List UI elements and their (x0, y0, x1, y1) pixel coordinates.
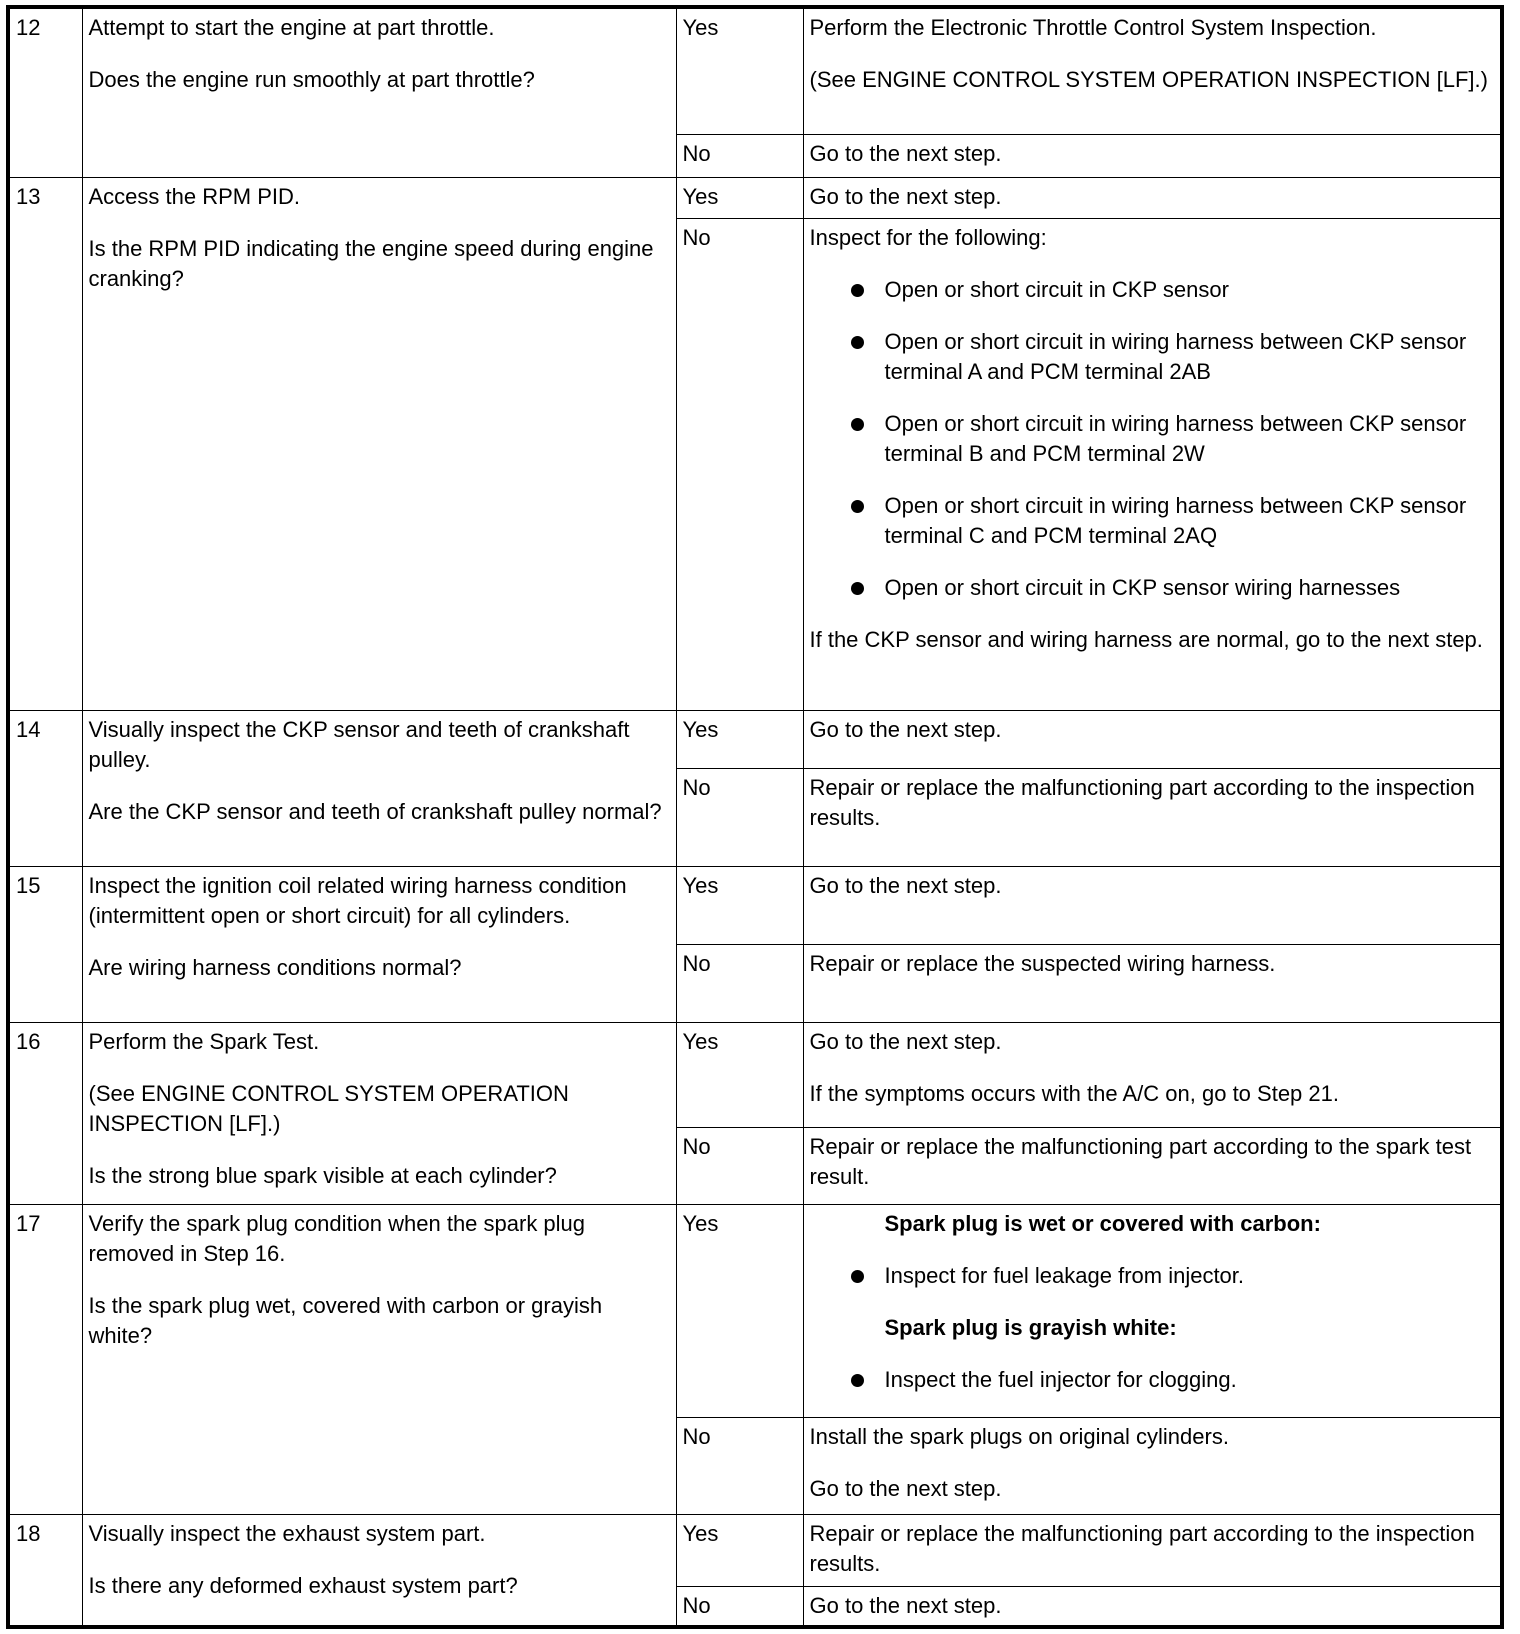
bullet-text: Open or short circuit in CKP sensor (884, 276, 1229, 302)
bullet-item (810, 327, 1495, 387)
action-text: Are wiring harness conditions normal? (88, 954, 462, 980)
step-action (82, 7, 676, 177)
action-if-yes (803, 1022, 1502, 1127)
bullet-item (810, 491, 1495, 551)
step-number: 12 (8, 7, 82, 177)
action-if-no (803, 944, 1502, 1022)
bullet-text: Open or short circuit in wiring harness between CKP sensor terminal A and PCM terminal 2AB (884, 328, 1467, 384)
result-label-yes: Yes (676, 710, 803, 768)
result-text: Go to the next step. (809, 872, 1002, 898)
result-label-no: No (676, 944, 803, 1022)
bullet-text: Open or short circuit in wiring harness between CKP sensor terminal B and PCM terminal 2W (884, 410, 1467, 466)
diagnostic-procedure-table (6, 5, 1504, 1629)
result-label-yes: Yes (676, 7, 803, 134)
result-text: (See ENGINE CONTROL SYSTEM OPERATION INSPECTION [LF].) (809, 67, 1488, 92)
result-text: Go to the next step. (809, 1592, 1002, 1618)
action-if-yes (803, 866, 1502, 944)
action-text: Is the spark plug wet, covered with carbon or grayish white? (88, 1292, 603, 1348)
action-text: (See ENGINE CONTROL SYSTEM OPERATION INSPECTION [LF].) (88, 1080, 569, 1136)
bullet-text: Open or short circuit in CKP sensor wiring harnesses (884, 574, 1401, 600)
bullet-text: Open or short circuit in wiring harness between CKP sensor terminal C and PCM terminal 2AQ (884, 492, 1467, 548)
bullet-list (810, 275, 1495, 603)
result-text: Perform the Electronic Throttle Control System Inspection. (809, 15, 1377, 40)
action-text: Are the CKP sensor and teeth of crankshaft pulley normal? (88, 798, 662, 824)
result-text: Repair or replace the malfunctioning part according to the spark test result. (809, 1133, 1472, 1189)
action-if-no (803, 1586, 1502, 1627)
result-label-no: No (676, 218, 803, 710)
step-action (82, 1204, 676, 1514)
action-if-no (803, 768, 1502, 866)
result-label-no: No (676, 768, 803, 866)
action-text: Verify the spark plug condition when the spark plug removed in Step 16. (88, 1210, 586, 1266)
result-label-yes: Yes (676, 177, 803, 218)
table-row-step-17-yes (8, 1204, 1502, 1417)
result-text: Go to the next step. (809, 716, 1002, 742)
step-number: 13 (8, 177, 82, 710)
result-text: If the symptoms occurs with the A/C on, go to Step 21. (809, 1080, 1339, 1106)
action-text: Does the engine run smoothly at part throttle? (88, 67, 535, 92)
table-row-step-16-yes (8, 1022, 1502, 1127)
bullet-list (810, 1261, 1495, 1291)
result-text: Repair or replace the suspected wiring harness. (809, 950, 1276, 976)
action-if-yes (803, 7, 1502, 134)
action-if-yes (803, 1204, 1502, 1417)
result-heading: Spark plug is wet or covered with carbon: (884, 1210, 1321, 1236)
bullet-text: Inspect for fuel leakage from injector. (884, 1262, 1245, 1288)
bullet-item (810, 1365, 1495, 1395)
result-text: Repair or replace the malfunctioning part according to the inspection results. (809, 1520, 1475, 1576)
result-label-yes: Yes (676, 866, 803, 944)
action-if-no (803, 218, 1502, 710)
bullet-icon (851, 284, 864, 297)
step-action (82, 1514, 676, 1627)
result-label-no: No (676, 134, 803, 177)
step-number: 18 (8, 1514, 82, 1627)
action-text: Perform the Spark Test. (88, 1028, 320, 1054)
table-row-step-13-yes (8, 177, 1502, 218)
bullet-icon (851, 582, 864, 595)
result-text: Go to the next step. (809, 1028, 1002, 1054)
step-action (82, 710, 676, 866)
bullet-item (810, 1261, 1495, 1291)
action-if-no (803, 1127, 1502, 1204)
action-text: Access the RPM PID. (88, 183, 301, 209)
table-row-step-12-yes (8, 7, 1502, 134)
result-text: Repair or replace the malfunctioning part according to the inspection results. (809, 774, 1475, 830)
table-row-step-14-yes (8, 710, 1502, 768)
action-text: Is the RPM PID indicating the engine speed during engine cranking? (88, 235, 654, 291)
step-number: 14 (8, 710, 82, 866)
result-heading: Spark plug is grayish white: (884, 1314, 1177, 1340)
bullet-icon (851, 418, 864, 431)
action-text: Is the strong blue spark visible at each cylinder? (88, 1162, 557, 1188)
result-text: If the CKP sensor and wiring harness are normal, go to the next step. (809, 626, 1483, 652)
result-label-yes: Yes (676, 1204, 803, 1417)
bullet-icon (851, 1270, 864, 1283)
step-action (82, 177, 676, 710)
step-action (82, 1022, 676, 1204)
bullet-item (810, 275, 1495, 305)
result-label-no: No (676, 1586, 803, 1627)
bullet-icon (851, 336, 864, 349)
bullet-text: Inspect the fuel injector for clogging. (884, 1366, 1237, 1392)
step-number: 16 (8, 1022, 82, 1204)
action-text: Visually inspect the CKP sensor and teeth of crankshaft pulley. (88, 716, 630, 772)
action-if-yes (803, 710, 1502, 768)
result-label-no: No (676, 1127, 803, 1204)
action-if-no (803, 134, 1502, 177)
result-text: Inspect for the following: (809, 224, 1047, 250)
table-body (8, 7, 1502, 1627)
result-text: Go to the next step. (809, 183, 1002, 209)
step-number: 17 (8, 1204, 82, 1514)
action-text: Visually inspect the exhaust system part. (88, 1520, 486, 1546)
step-number: 15 (8, 866, 82, 1022)
bullet-list (810, 1365, 1495, 1395)
bullet-icon (851, 500, 864, 513)
bullet-item (810, 409, 1495, 469)
result-label-yes: Yes (676, 1022, 803, 1127)
table-row-step-15-yes (8, 866, 1502, 944)
bullet-item (810, 573, 1495, 603)
action-if-yes (803, 177, 1502, 218)
result-text: Install the spark plugs on original cylinders. (809, 1423, 1229, 1449)
result-text: Go to the next step. (809, 1475, 1002, 1501)
action-text: Is there any deformed exhaust system part? (88, 1572, 518, 1598)
bullet-icon (851, 1374, 864, 1387)
action-if-yes (803, 1514, 1502, 1586)
action-text: Inspect the ignition coil related wiring harness condition (intermittent open or short circuit) for all cylinders. (88, 872, 627, 928)
action-if-no (803, 1417, 1502, 1514)
result-label-no: No (676, 1417, 803, 1514)
result-label-yes: Yes (676, 1514, 803, 1586)
table-row-step-18-yes (8, 1514, 1502, 1586)
step-action (82, 866, 676, 1022)
action-text: Attempt to start the engine at part throttle. (88, 15, 495, 40)
result-text: Go to the next step. (809, 140, 1002, 166)
